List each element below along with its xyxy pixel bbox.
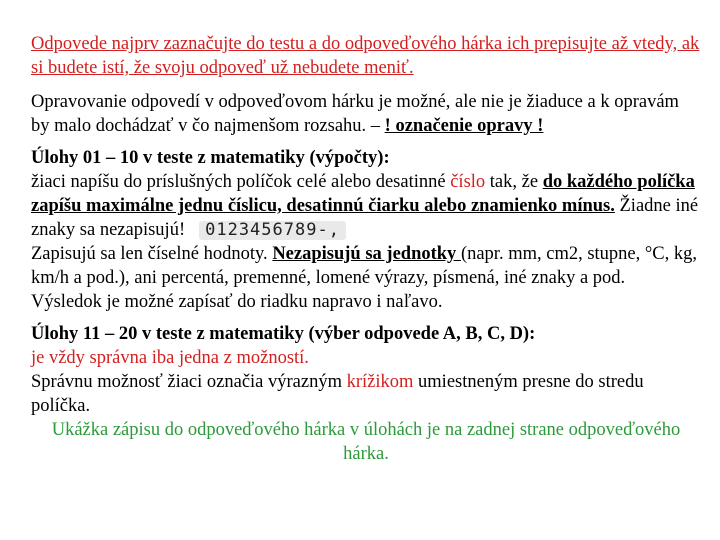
section2-text2: umiestneným presne do stredu políčka.: [31, 372, 644, 416]
instructions-page: [31, 32, 701, 466]
section1-cislo: číslo: [450, 172, 486, 192]
corrections-text: Opravovanie odpovedí v odpoveďovom hárku je možné, ale nie je žiaduce a k opravám by malo dochádzať v čo najmenšom rozsahu. –: [31, 92, 679, 136]
section1-text5: (napr. mm, cm2, stupne, °C, kg, km/h a pod.), ani percentá, premenné, lomené výrazy, písmená, iné znaky a pod.: [31, 244, 697, 288]
section-multiple-choice: [31, 322, 701, 418]
section1-units: Nezapisujú sa jednotky: [272, 244, 461, 264]
section2-red-line: je vždy správna iba jedna z možností.: [31, 348, 309, 368]
section1-text1: žiaci napíšu do príslušných políčok celé alebo desatinné: [31, 172, 451, 192]
section1-text6: Výsledok je možné zapísať do riadku napravo i naľavo.: [31, 292, 443, 312]
section2-text1: Správnu možnosť žiaci označia výrazným: [31, 372, 347, 392]
section1-text3: Žiadne iné znaky sa nezapisujú!: [31, 196, 699, 240]
green-note: Ukážka zápisu do odpoveďového hárka v úlohách je na zadnej strane odpoveďového hárka.: [51, 420, 681, 464]
intro-paragraph: Odpovede najprv zaznačujte do testu a do odpoveďového hárka ich prepisujte až vtedy, ak si budete istí, že svoju odpoveď už nebudete meniť.: [31, 34, 700, 78]
section2-heading: Úlohy 11 – 20 v teste z matematiky (výber odpovede A, B, C, D):: [31, 324, 536, 344]
section-calculations: [31, 146, 701, 314]
section1-text2: tak, že: [485, 172, 543, 192]
section1-text4: Zapisujú sa len číselné hodnoty.: [31, 244, 273, 264]
section2-cross: krížikom: [346, 372, 414, 392]
correction-marker: ! označenie opravy !: [384, 116, 544, 136]
section1-rule: do každého políčka zapíšu maximálne jednu číslicu, desatinnú čiarku alebo znamienko mínus.: [31, 172, 695, 216]
corrections-paragraph: [31, 90, 701, 138]
section1-heading: Úlohy 01 – 10 v teste z matematiky (výpočty):: [31, 148, 390, 168]
digit-sample-image: 0123456789-,: [199, 221, 346, 240]
